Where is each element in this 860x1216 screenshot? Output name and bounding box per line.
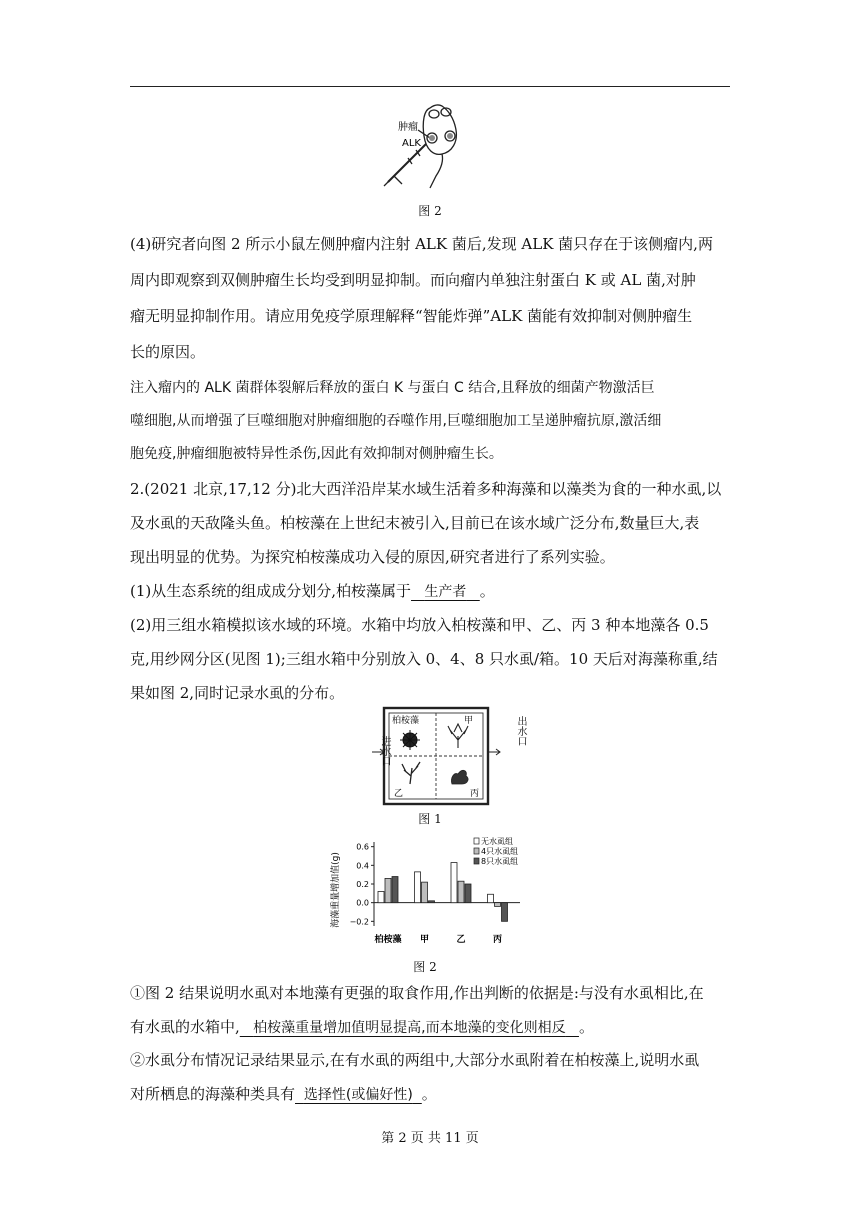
q4-text-line-3: 瘤无明显抑制作用。请应用免疫学原理解释“智能炸弹”ALK 菌能有效抑制对侧肿瘤生 xyxy=(130,307,693,325)
chart-bar xyxy=(465,884,471,903)
q2-part1-answer: 生产者 xyxy=(424,584,467,600)
tank-label-jia: 甲 xyxy=(464,716,474,726)
mouse-label-tumor: 肿瘤 xyxy=(398,122,418,133)
chart-bar xyxy=(458,881,464,902)
chart-category-label: 柏桉藻 xyxy=(374,935,402,945)
chart-bar xyxy=(422,882,428,903)
chart-y-tick-label: 0.6 xyxy=(356,842,369,852)
chart-y-tick-label: −0.2 xyxy=(349,917,369,927)
chart-legend-label: 无水虱组 xyxy=(481,837,513,846)
q4-answer-line-3: 胞免疫,肿瘤细胞被特异性杀伤,因此有效抑制对侧肿瘤生长。 xyxy=(130,446,503,462)
alga-bai-icon xyxy=(400,730,420,750)
tank-label-bai: 柏桉藻 xyxy=(392,716,420,726)
figure-caption-chart: 图 2 xyxy=(413,960,437,974)
chart-bar xyxy=(495,903,501,907)
q2-sub1-end: 。 xyxy=(578,1018,594,1036)
q2-sub1-answer: 柏桉藻重量增加值明显提高,而本地藻的变化则相反 xyxy=(253,1020,566,1036)
q2-part1-text: (1)从生态系统的组成成分划分,柏桉藻属于 xyxy=(130,582,412,600)
chart-category-label: 丙 xyxy=(492,935,503,945)
header-rule xyxy=(130,86,730,87)
chart-bar xyxy=(378,891,384,902)
q2-sub2-line-1: ②水虱分布情况记录结果显示,在有水虱的两组中,大部分水虱附着在柏桉藻上,说明水虱 xyxy=(130,1051,700,1069)
q2-text-line-2: 及水虱的天敌隆头鱼。柏桉藻在上世纪末被引入,目前已在该水域广泛分布,数量巨大,表 xyxy=(130,514,700,532)
tank-figure xyxy=(354,704,526,808)
q2-sub1-line-1: ①图 2 结果说明水虱对本地藻有更强的取食作用,作出判断的依据是:与没有水虱相比,在 xyxy=(130,984,704,1002)
outlet-label-text: 出水口 xyxy=(496,716,526,727)
chart-bar xyxy=(488,894,494,902)
tumor-left-dot xyxy=(429,135,435,141)
inlet-arrow-icon xyxy=(372,749,384,755)
q2-sub1-answer-blank xyxy=(240,1020,579,1036)
q2-text-line-3: 现出明显的优势。为探究柏桉藻成功入侵的原因,研究者进行了系列实验。 xyxy=(130,548,615,566)
q4-text-line-2: 周内即观察到双侧肿瘤生长均受到明显抑制。而向瘤内单独注射蛋白 K 或 AL 菌,对肿 xyxy=(130,271,696,289)
q4-answer-line-1: 注入瘤内的 ALK 菌群体裂解后释放的蛋白 K 与蛋白 C 结合,且释放的细菌产物激活巨 xyxy=(130,380,655,396)
chart-legend-swatch xyxy=(474,848,479,854)
tank-label-bing: 丙 xyxy=(470,789,480,799)
q2-sub2-text: 对所栖息的海藻种类具有 xyxy=(130,1085,296,1103)
q2-sub1-line-2 xyxy=(130,1012,732,1043)
q2-sub2-end: 。 xyxy=(421,1085,437,1103)
chart-legend-label: 4只水虱组 xyxy=(481,847,519,856)
chart-bar xyxy=(429,901,435,903)
chart-bar xyxy=(451,863,457,903)
tumor-right-dot xyxy=(447,133,453,139)
chart-y-tick-label: 0.4 xyxy=(356,861,369,871)
q2-part2-line-2: 克,用纱网分区(见图 1);三组水箱中分别放入 0、4、8 只水虱/箱。10 天后对海藻称重,结 xyxy=(130,650,718,668)
chart-legend-swatch xyxy=(474,838,479,844)
chart-bar xyxy=(392,877,398,903)
inlet-label-text: 进水口 xyxy=(360,736,390,747)
page-footer: 第 2 页 共 11 页 xyxy=(381,1131,479,1146)
outlet-arrow-icon xyxy=(488,749,500,755)
weight-bar-chart xyxy=(324,830,534,958)
q2-sub1-text: 有水虱的水箱中, xyxy=(130,1018,240,1036)
figure-caption-mouse: 图 2 xyxy=(418,204,442,218)
chart-y-label: 海藻重量增加值(g) xyxy=(331,852,341,928)
chart-y-tick-label: 0.2 xyxy=(356,880,369,889)
q4-text-line-4: 长的原因。 xyxy=(130,343,206,361)
q2-text-line-1: 2.(2021 北京,17,12 分)北大西洋沿岸某水域生活着多种海藻和以藻类为食的一种水虱,以 xyxy=(130,480,722,498)
chart-category-label: 乙 xyxy=(456,935,466,945)
q2-sub2-answer-blank xyxy=(295,1087,422,1103)
q2-part1-answer-blank xyxy=(411,584,480,600)
mouse-figure xyxy=(380,100,490,192)
q2-part1 xyxy=(130,576,732,607)
chart-y-tick-label: 0.0 xyxy=(356,898,369,908)
q2-sub2-line-2 xyxy=(130,1079,732,1110)
q2-part2-line-3: 果如图 2,同时记录水虱的分布。 xyxy=(130,684,345,702)
chart-bar xyxy=(385,878,391,902)
chart-legend-label: 8只水虱组 xyxy=(481,857,519,866)
chart-category-label: 甲 xyxy=(419,935,430,945)
q4-answer-line-2: 噬细胞,从而增强了巨噬细胞对肿瘤细胞的吞噬作用,巨噬细胞加工呈递肿瘤抗原,激活细 xyxy=(130,413,662,429)
chart-bar xyxy=(502,903,508,922)
chart-bar xyxy=(415,872,421,903)
q2-sub2-answer: 选择性(或偏好性) xyxy=(303,1087,413,1103)
outlet-label xyxy=(496,715,527,746)
tank-label-yi: 乙 xyxy=(394,789,404,799)
mouse-label-alk: ALK xyxy=(402,138,421,149)
q2-part1-end: 。 xyxy=(479,582,495,600)
figure-caption-tank: 图 1 xyxy=(418,812,442,826)
chart-legend-swatch xyxy=(474,858,479,864)
q2-part2-line-1: (2)用三组水箱模拟该水域的环境。水箱中均放入柏桉藻和甲、乙、丙 3 种本地藻各 0.5 xyxy=(130,616,709,634)
q4-text-line-1: (4)研究者向图 2 所示小鼠左侧肿瘤内注射 ALK 菌后,发现 ALK 菌只存在于该侧瘤内,两 xyxy=(130,235,713,253)
